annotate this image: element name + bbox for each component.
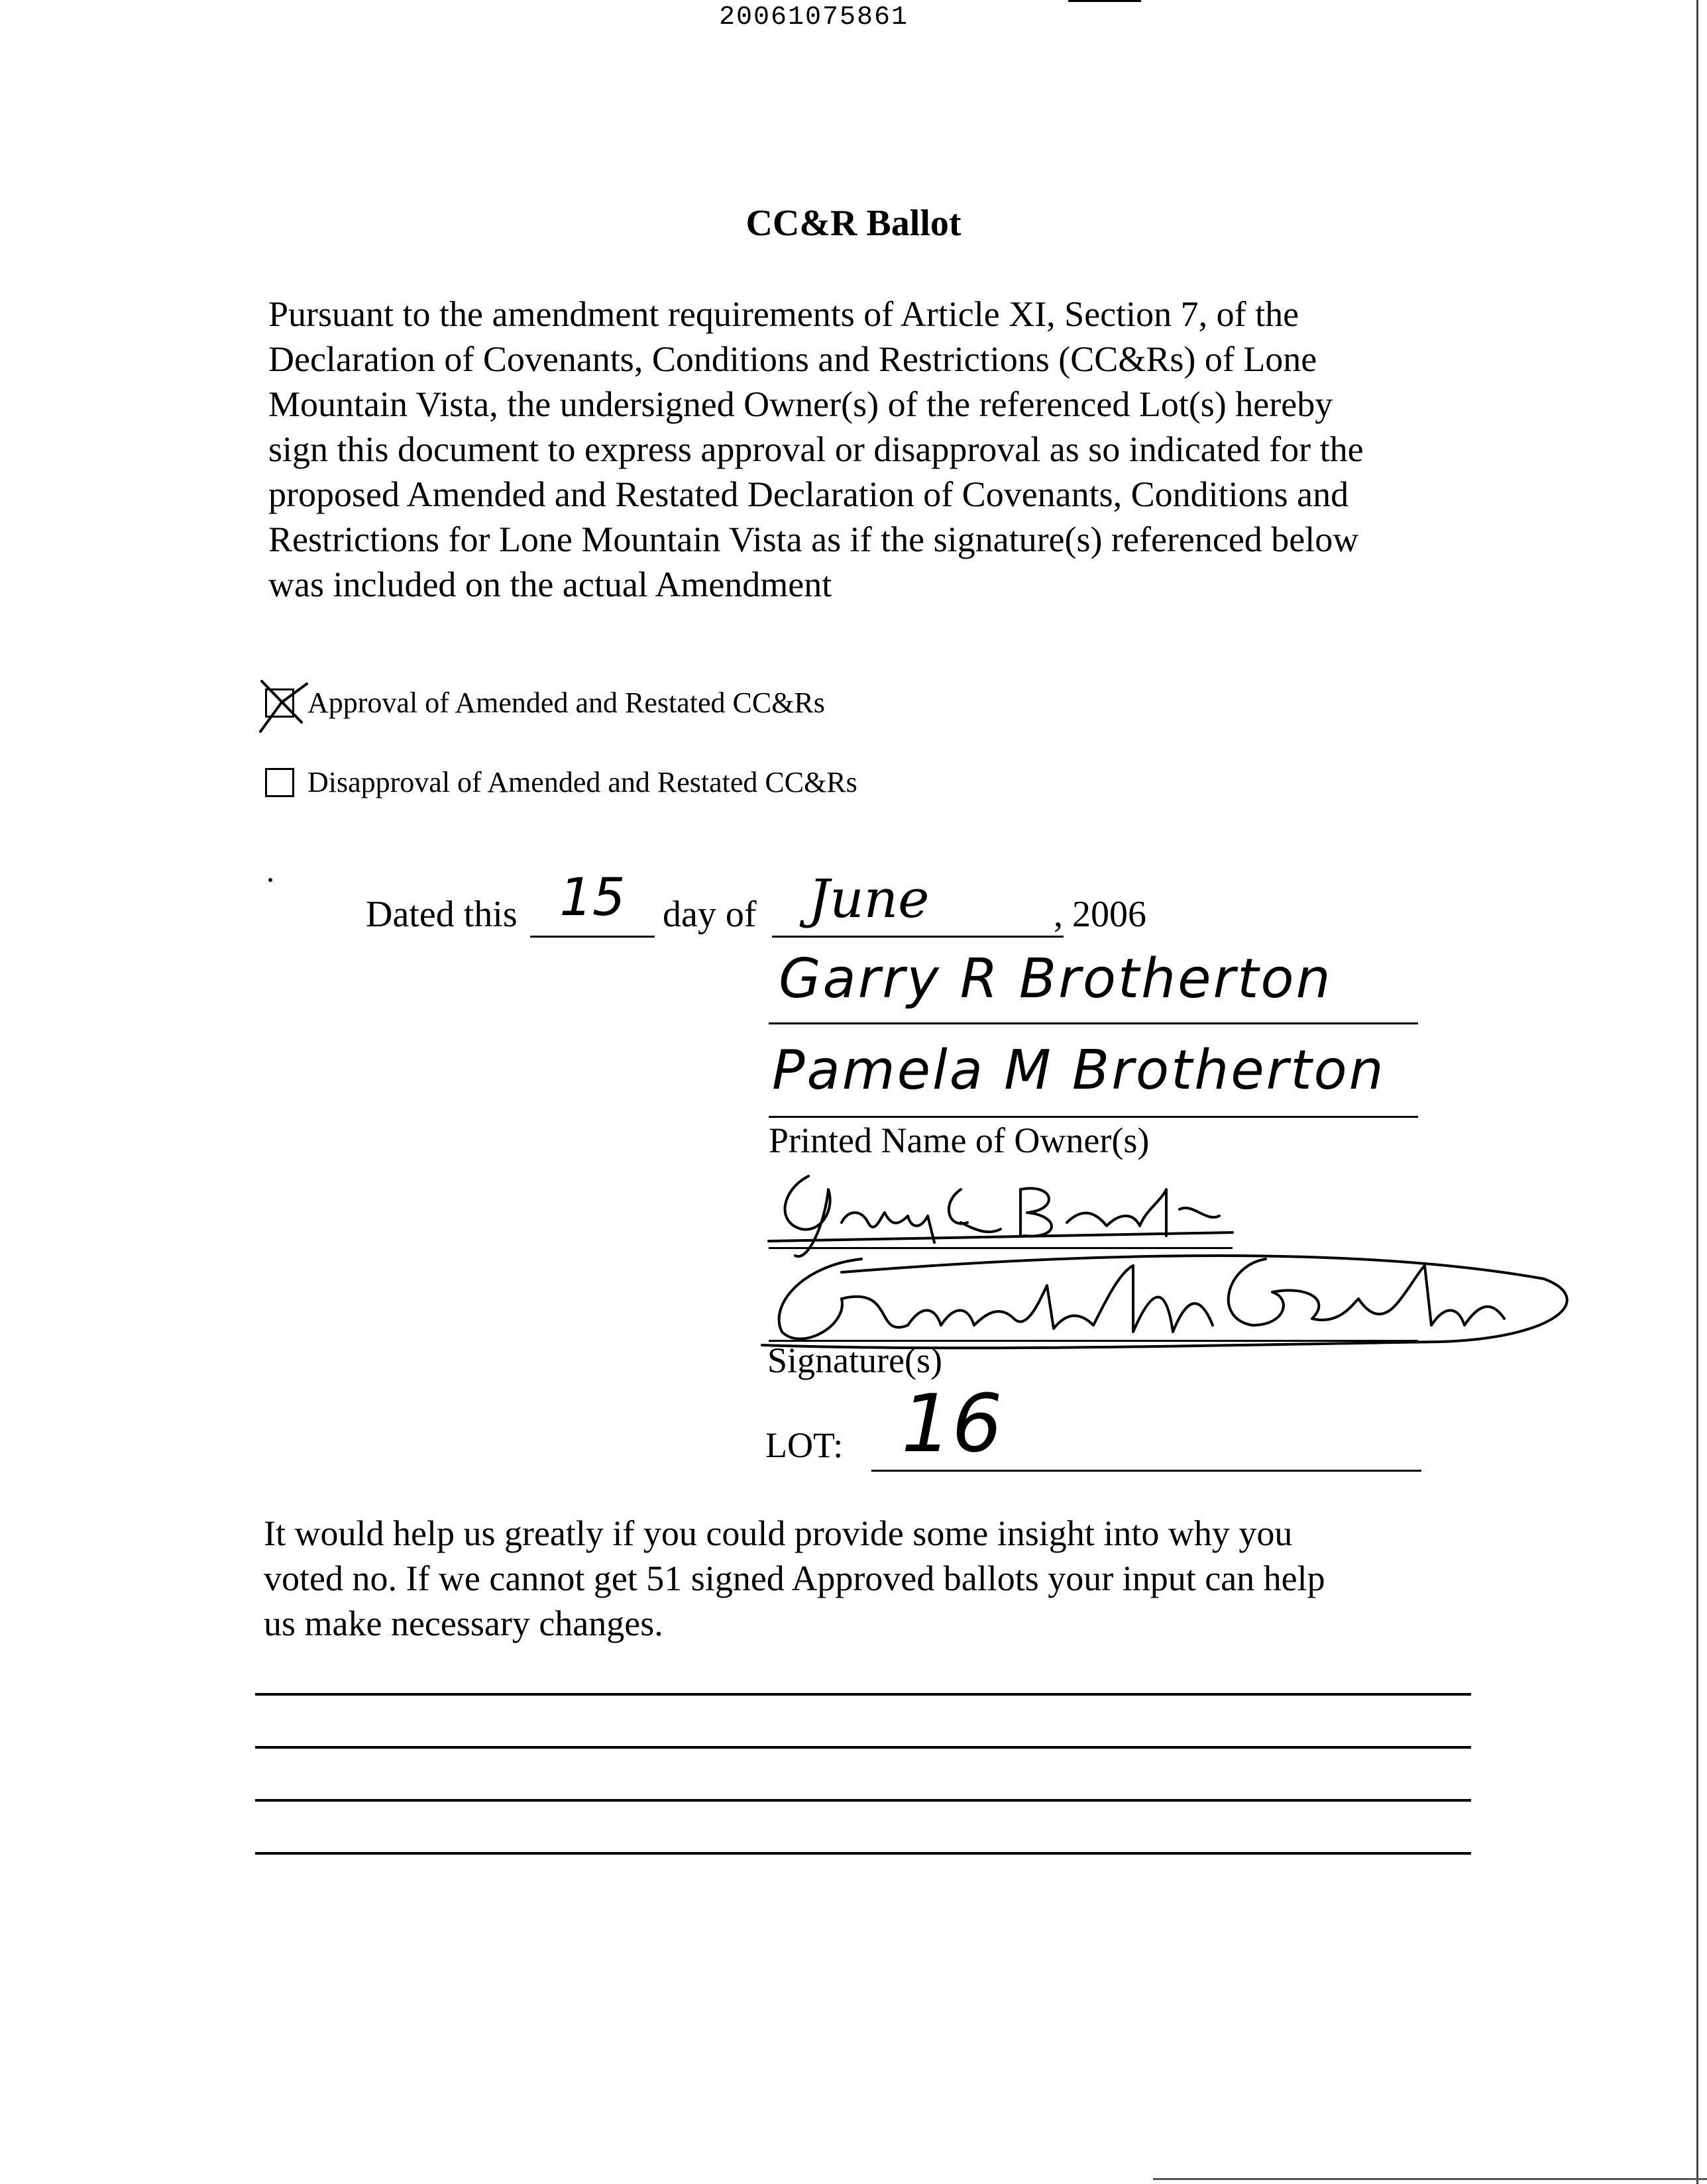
feedback-write-line[interactable] [255, 1852, 1471, 1855]
month-underline [772, 936, 1064, 938]
printed-name-1: Garry R Brotherton [779, 948, 1333, 1010]
printed-name-2-underline [769, 1116, 1418, 1118]
feedback-write-line[interactable] [255, 1693, 1471, 1696]
check-mark-icon [255, 676, 315, 736]
ballot-title: CC&R Ballot [745, 203, 962, 244]
feedback-write-line[interactable] [255, 1799, 1471, 1802]
feedback-write-line[interactable] [255, 1746, 1471, 1749]
intro-line: sign this document to express approval or disapproval as so indicated for the [268, 429, 1364, 469]
intro-line: Restrictions for Lone Mountain Vista as if the signature(s) referenced below [268, 519, 1359, 559]
intro-line: Declaration of Covenants, Conditions and Restrictions (CC&Rs) of Lone [268, 339, 1317, 379]
intro-line: was included on the actual Amendment [268, 565, 832, 604]
intro-line: Mountain Vista, the undersigned Owner(s) of the referenced Lot(s) hereby [268, 384, 1333, 424]
dated-prefix: Dated this [366, 894, 518, 935]
document-number: 20061075861 [719, 3, 909, 32]
dated-middle: day of [663, 894, 757, 935]
intro-line: Pursuant to the amendment requirements of Article XI, Section 7, of the [268, 294, 1299, 334]
stray-dot [268, 878, 272, 882]
intro-line: proposed Amended and Restated Declaration of Covenants, Conditions and [268, 474, 1349, 514]
dated-year: , 2006 [1054, 894, 1146, 935]
lot-label: LOT: [765, 1425, 844, 1465]
feedback-line: It would help us greatly if you could provide some insight into why you [264, 1513, 1293, 1553]
printed-name-1-underline [769, 1022, 1418, 1024]
feedback-line: us make necessary changes. [264, 1604, 663, 1643]
signature-label: Signature(s) [767, 1340, 942, 1380]
approval-checkbox[interactable] [265, 688, 294, 718]
lot-handwritten: 16 [901, 1378, 1003, 1470]
approval-label: Approval of Amended and Restated CC&Rs [307, 686, 825, 719]
signature-1-underline [769, 1247, 1233, 1249]
top-edge-mark [1068, 0, 1141, 2]
disapproval-checkbox[interactable] [265, 768, 294, 797]
day-handwritten: 15 [559, 868, 626, 928]
disapproval-option[interactable] [265, 765, 857, 799]
month-handwritten: June [808, 868, 930, 930]
approval-option[interactable] [265, 686, 825, 720]
feedback-line: voted no. If we cannot get 51 signed Approved ballots your input can help [264, 1558, 1325, 1598]
day-underline [530, 936, 655, 938]
intro-paragraph [268, 292, 1481, 607]
printed-name-label: Printed Name of Owner(s) [769, 1120, 1150, 1160]
page-bottom-edge [1153, 2178, 1707, 2180]
printed-name-2: Pamela M Brotherton [772, 1039, 1386, 1102]
feedback-paragraph [264, 1511, 1490, 1646]
disapproval-label: Disapproval of Amended and Restated CC&Rs [307, 766, 857, 798]
page-right-edge [1696, 0, 1698, 2184]
